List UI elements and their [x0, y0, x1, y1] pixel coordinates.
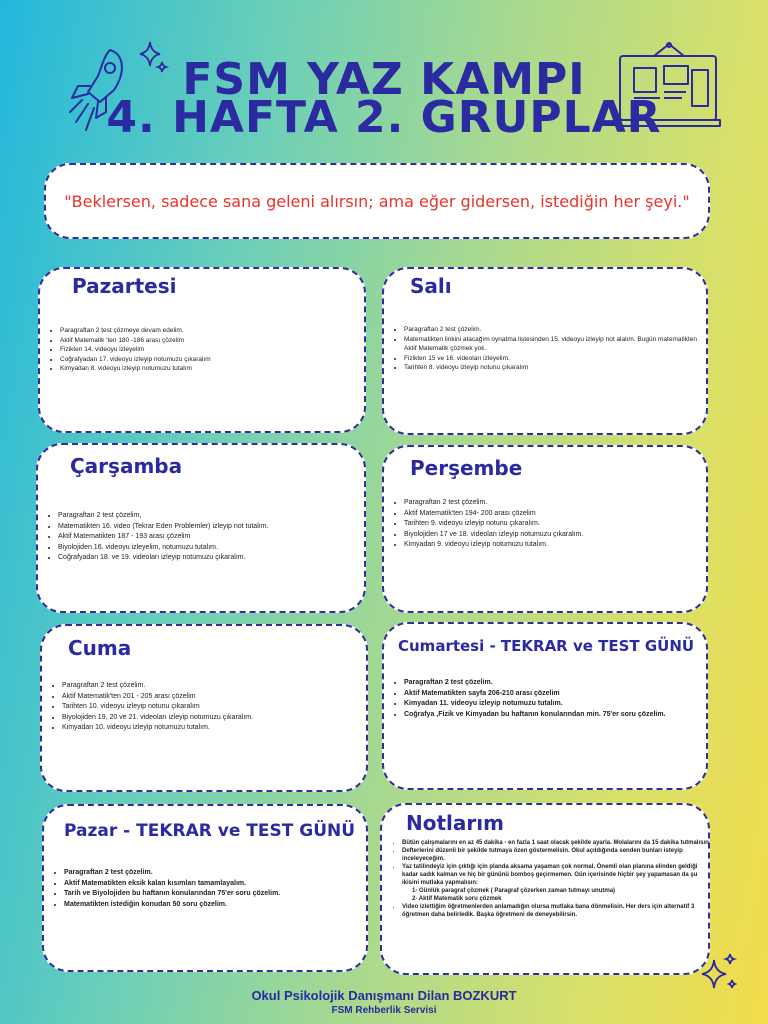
- task-list-pazar: [50, 868, 360, 910]
- day-card-cumartesi: [382, 622, 708, 790]
- list-item: • Aktif Matematik 'ten 180 -186 arası çözelim: [60, 336, 360, 346]
- list-item: • Paragraftan 2 test çözelim.: [404, 325, 700, 335]
- task-list-cuma: [48, 681, 362, 734]
- footer-service: FSM Rehberlik Servisi: [331, 1005, 437, 1016]
- page-title-line1: FSM YAZ KAMPI: [182, 54, 586, 105]
- quote-text: "Beklersen, sadece sana geleni alırsın; ama eğer gidersen, istediğin her şeyi.": [64, 191, 690, 211]
- quote-box: [44, 163, 710, 239]
- day-card-cuma: [40, 624, 368, 792]
- day-title-sali: Salı: [410, 274, 452, 298]
- list-item: • Biyolojiden 17 ve 18. videoları izleyip notumuzu çıkaralım.: [404, 530, 704, 541]
- list-item: 1- Günlük paragraf çözmek ( Paragraf çözerken zaman tutmayı unutma): [412, 888, 616, 894]
- list-item: • Biyolojiden 19, 20 ve 21. videoları izleyip notumuzu çıkaralım.: [62, 713, 362, 724]
- task-list-sali: [390, 325, 700, 373]
- task-list-persembe: [390, 498, 704, 551]
- task-list-carsamba: [44, 511, 362, 564]
- notes-card: [380, 803, 710, 975]
- list-item: • Coğrafyadan 18. ve 19. videoları izleyip notumuzu çıkaralım.: [58, 553, 362, 564]
- list-item: • Kimyadan 8. videoyu izleyip notumuzu tutalım: [60, 364, 360, 374]
- day-title-cuma: Cuma: [68, 636, 132, 660]
- list-item: • Yaz tatilindeyiz için çıktığı için planda aksama yaşaman çok normal. Önemli olan planına elinden geldiği kadar sadık kalman ve hiç bir gününü bomboş geçirmemen. Gün içerisinde hiçbir şey yapamasan da şu ikisini mutlaka yapmalısın:: [402, 863, 712, 887]
- list-item: • Fizikten 14. videoyu izleyelim: [60, 345, 360, 355]
- list-item: • Paragraftan 2 test çözelim.: [62, 681, 362, 692]
- list-item: • Defterlerini düzenli bir şekilde tutmaya özen göstermelisin. Okul açıldığında senden bunları isteyip inceleyeceğim.: [402, 847, 712, 863]
- list-item: • Tarihten 9. videoyu izleyip notunu çıkaralım.: [404, 519, 704, 530]
- list-item: • Kimyadan 10. videoyu izleyip notumuzu tutalım.: [62, 723, 362, 734]
- page-title-line2: 4. HAFTA 2. GRUPLAR: [106, 92, 662, 143]
- day-card-sali: [382, 267, 708, 435]
- list-item: • Coğrafyadan 17. videoyu izleyip notumuzu çıkaralım: [60, 355, 360, 365]
- day-card-persembe: [382, 445, 708, 613]
- list-item: • Kimyadan 11. videoyu izleyip notumuzu tutalım.: [404, 699, 700, 710]
- list-item: • Video izlettiğim öğretmenlerden anlamadığın olursa mutlaka bana dönmelisin. Her ders için alternatif 3 öğretmen daha belirledik. Başka öğretmeni de deneyebilirsin.: [402, 903, 712, 919]
- day-title-persembe: Perşembe: [410, 456, 523, 480]
- list-item: • Aktif Matematikten sayfa 206-210 arası çözelim: [404, 689, 700, 700]
- list-item: • Kimyadan 9. videoyu izleyip notumuzu tutalım.: [404, 540, 704, 551]
- list-item: • Bütün çalışmalarını en az 45 dakika - en fazla 1 saat olacak şekilde ayarla. Molalarını da 15 dakika tutmalısın.: [402, 839, 712, 847]
- list-item: • Tarihten 10. videoyu izleyip notunu çıkaralım: [62, 702, 362, 713]
- list-item: • Paragraftan 2 test çözelim.: [404, 498, 704, 509]
- notes-title: Notlarım: [406, 811, 504, 835]
- list-item: • Coğrafya ,Fizik ve Kimyadan bu haftanın konularından min. 75'er soru çözelim.: [404, 710, 700, 721]
- list-item: • Tarih ve Biyolojiden bu haftanın konularından 75'er soru çözelim.: [64, 889, 360, 900]
- day-title-carsamba: Çarşamba: [70, 454, 183, 478]
- list-item: 2- Aktif Matematik soru çözmek: [412, 896, 502, 902]
- list-item: • Aktif Matematikten 187 - 193 arası çözelim: [58, 532, 362, 543]
- day-card-pazar: [42, 804, 368, 972]
- list-item: • Tarihten 8. videoyu izleyip notunu çıkaralım: [404, 363, 700, 373]
- list-item: • Matematikten istediğin konudan 50 soru çözelim.: [64, 900, 360, 911]
- list-item: • Matematikten 16. video (Tekrar Eden Problemler) izleyip not tutalım.: [58, 522, 362, 533]
- day-title-cumartesi: Cumartesi - TEKRAR ve TEST GÜNÜ: [398, 637, 695, 655]
- list-item: • Matematikten linkini atacağım oynatma listesinden 15. videoyu izleyip not alalım. Bugün matematikten Aktif Matematik çözmek yok.: [404, 335, 700, 354]
- day-card-pazartesi: [38, 267, 366, 433]
- task-list-cumartesi: [390, 678, 700, 720]
- task-list-pazartesi: [46, 326, 360, 374]
- list-item: • Aktif Matematik'ten 201 - 205 arası çözelim: [62, 692, 362, 703]
- footer-counselor: Okul Psikolojik Danışmanı Dilan BOZKURT: [251, 988, 517, 1003]
- list-item: • Fizikten 15 ve 16. videoları izleyelim.: [404, 354, 700, 364]
- list-item: • Aktif Matematik'ten 194- 200 arası çözelim: [404, 509, 704, 520]
- list-item: • Paragraftan 2 test çözmeye devam edelim.: [60, 326, 360, 336]
- day-title-pazartesi: Pazartesi: [72, 274, 177, 298]
- notes-list: [388, 839, 712, 919]
- list-item: • Paragraftan 2 test çözelim,: [58, 511, 362, 522]
- day-card-carsamba: [36, 443, 366, 613]
- list-item: • Paragraftan 2 test çözelim.: [404, 678, 700, 689]
- list-item: • Aktif Matematikten eksik kalan kısımları tamamlayalım.: [64, 879, 360, 890]
- list-item: • Biyolojiden 16. videoyu izleyelim, notumuzu tutalım.: [58, 543, 362, 554]
- day-title-pazar: Pazar - TEKRAR ve TEST GÜNÜ: [64, 821, 356, 841]
- list-item: • Paragraftan 2 test çözelim.: [64, 868, 360, 879]
